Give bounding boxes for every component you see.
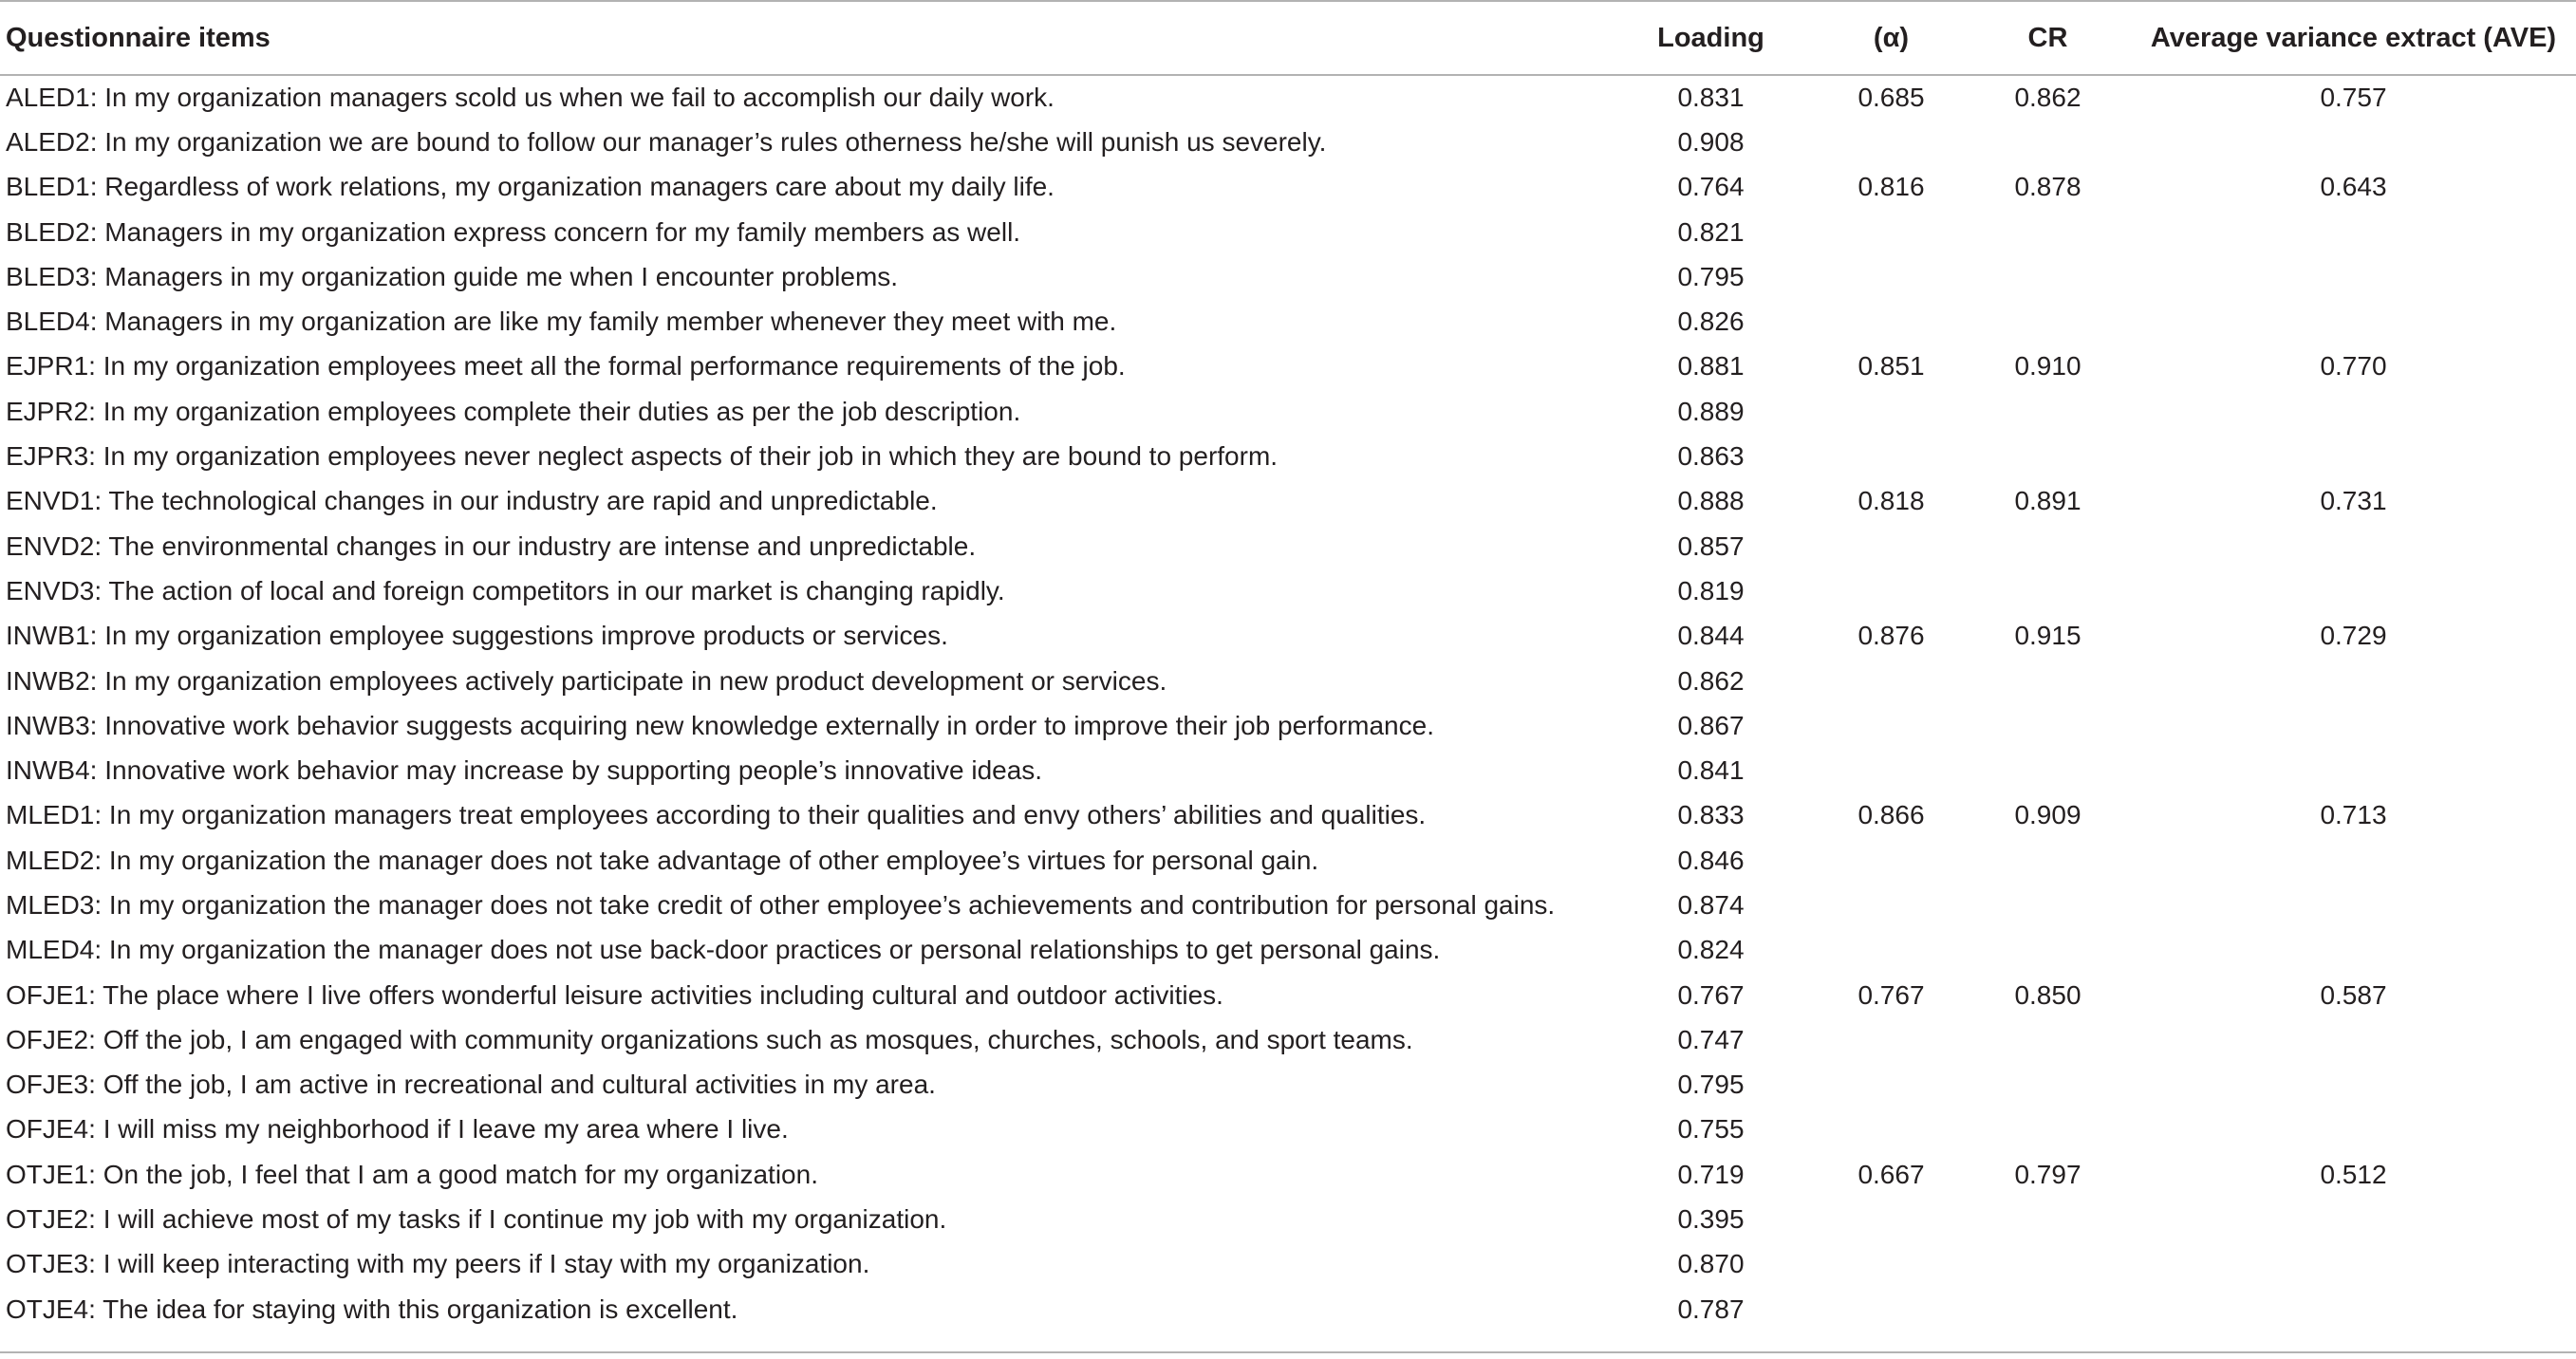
- table-row: [0, 434, 2576, 478]
- cell-cr: [1965, 1197, 2131, 1241]
- cell-cr: [1965, 703, 2131, 748]
- cell-loading: 0.755: [1677, 1114, 1745, 1145]
- table-row: [0, 210, 2576, 254]
- cell-alpha: 0.866: [1857, 800, 1925, 830]
- cell-ave: 0.731: [2320, 486, 2387, 516]
- cell-item: OTJE3: I will keep interacting with my peers if I stay with my organization.: [6, 1249, 870, 1279]
- cell-cr: [1965, 1017, 2131, 1062]
- cell-cr: [1965, 1108, 2131, 1152]
- cell-item: ENVD3: The action of local and foreign competitors in our market is changing rapidly.: [6, 575, 1005, 605]
- cell-item: INWB2: In my organization employees actively participate in new product development or services.: [6, 665, 1167, 696]
- cell-cr: 0.910: [2014, 351, 2081, 382]
- cell-loading: 0.819: [1677, 575, 1745, 605]
- table-row: [0, 1017, 2576, 1062]
- cell-ave: 0.587: [2320, 979, 2387, 1010]
- cell-ave: [2131, 1242, 2576, 1287]
- cell-item: OTJE2: I will achieve most of my tasks if I continue my job with my organization.: [6, 1204, 947, 1235]
- cell-loading: 0.889: [1677, 396, 1745, 426]
- cell-item: OFJE2: Off the job, I am engaged with community organizations such as mosques, churches, schools, and sport teams.: [6, 1024, 1413, 1054]
- cell-alpha: [1818, 1108, 1965, 1152]
- cell-ave: [2131, 703, 2576, 748]
- cell-ave: [2131, 299, 2576, 344]
- cell-loading: 0.824: [1677, 935, 1745, 965]
- cell-item: OFJE4: I will miss my neighborhood if I leave my area where I live.: [6, 1114, 789, 1145]
- cell-loading: 0.821: [1677, 216, 1745, 247]
- table-body: [0, 75, 2576, 1331]
- cell-alpha: [1818, 568, 1965, 613]
- cell-loading: 0.826: [1677, 307, 1745, 337]
- cell-alpha: 0.851: [1857, 351, 1925, 382]
- cell-alpha: 0.818: [1857, 486, 1925, 516]
- cell-item: OFJE1: The place where I live offers wonderful leisure activities including cultural and outdoor activities.: [6, 979, 1223, 1010]
- cell-loading: 0.908: [1677, 126, 1745, 157]
- cell-alpha: [1818, 928, 1965, 973]
- cell-item: OTJE4: The idea for staying with this organization is excellent.: [6, 1294, 738, 1324]
- cell-alpha: 0.767: [1857, 979, 1925, 1010]
- cell-item: ALED1: In my organization managers scold us when we fail to accomplish our daily work.: [6, 83, 1055, 113]
- cell-alpha: 0.876: [1857, 621, 1925, 651]
- cell-item: MLED2: In my organization the manager does not take advantage of other employee’s virtues for personal gain.: [6, 845, 1319, 875]
- cell-ave: [2131, 1287, 2576, 1331]
- cell-ave: [2131, 748, 2576, 792]
- cell-alpha: [1818, 883, 1965, 927]
- cell-alpha: [1818, 120, 1965, 164]
- table-row: [0, 928, 2576, 973]
- cell-loading: 0.795: [1677, 1070, 1745, 1100]
- cell-ave: [2131, 524, 2576, 568]
- cell-cr: [1965, 1242, 2131, 1287]
- cell-item: BLED1: Regardless of work relations, my organization managers care about my daily life.: [6, 172, 1055, 202]
- cell-cr: [1965, 883, 2131, 927]
- cell-cr: [1965, 568, 2131, 613]
- cell-cr: [1965, 838, 2131, 883]
- table-row: [0, 973, 2576, 1017]
- cell-alpha: [1818, 389, 1965, 434]
- cell-cr: 0.891: [2014, 486, 2081, 516]
- table-row: [0, 479, 2576, 524]
- cell-loading: 0.767: [1677, 979, 1745, 1010]
- cell-loading: 0.787: [1677, 1294, 1745, 1324]
- table-row: [0, 703, 2576, 748]
- cell-loading: 0.870: [1677, 1249, 1745, 1279]
- cell-item: EJPR3: In my organization employees never neglect aspects of their job in which they are bound to perform.: [6, 441, 1279, 472]
- cell-item: ENVD1: The technological changes in our industry are rapid and unpredictable.: [6, 486, 938, 516]
- cell-cr: [1965, 120, 2131, 164]
- cell-cr: [1965, 524, 2131, 568]
- cell-item: INWB4: Innovative work behavior may increase by supporting people’s innovative ideas.: [6, 755, 1043, 786]
- cell-alpha: [1818, 299, 1965, 344]
- cell-cr: [1965, 928, 2131, 973]
- cell-alpha: [1818, 748, 1965, 792]
- table-row: [0, 1242, 2576, 1287]
- cell-item: EJPR2: In my organization employees complete their duties as per the job description.: [6, 396, 1021, 426]
- cell-cr: [1965, 210, 2131, 254]
- cell-loading: 0.795: [1677, 261, 1745, 291]
- cell-cr: 0.915: [2014, 621, 2081, 651]
- cell-ave: [2131, 568, 2576, 613]
- cell-cr: 0.878: [2014, 172, 2081, 202]
- header-loading: Loading: [1604, 1, 1818, 75]
- cell-item: MLED1: In my organization managers treat employees according to their qualities and envy others’ abilities and qualities.: [6, 800, 1427, 830]
- cell-ave: 0.770: [2320, 351, 2387, 382]
- cell-item: ENVD2: The environmental changes in our industry are intense and unpredictable.: [6, 531, 977, 561]
- cell-cr: [1965, 1063, 2131, 1108]
- cell-loading: 0.841: [1677, 755, 1745, 786]
- cell-alpha: [1818, 838, 1965, 883]
- cell-ave: [2131, 120, 2576, 164]
- cell-cr: [1965, 748, 2131, 792]
- cell-loading: 0.863: [1677, 441, 1745, 472]
- cell-alpha: [1818, 703, 1965, 748]
- cell-ave: [2131, 928, 2576, 973]
- table-row: [0, 614, 2576, 659]
- cell-ave: 0.729: [2320, 621, 2387, 651]
- cell-ave: [2131, 389, 2576, 434]
- header-row: [0, 1, 2576, 75]
- table-row: [0, 165, 2576, 210]
- cell-loading: 0.867: [1677, 710, 1745, 740]
- table-row: [0, 120, 2576, 164]
- cell-alpha: [1818, 1017, 1965, 1062]
- cell-ave: [2131, 1197, 2576, 1241]
- cell-item: INWB1: In my organization employee suggestions improve products or services.: [6, 621, 948, 651]
- table-row: [0, 1197, 2576, 1241]
- cell-alpha: [1818, 1242, 1965, 1287]
- cell-cr: [1965, 389, 2131, 434]
- table-row: [0, 524, 2576, 568]
- cell-loading: 0.874: [1677, 889, 1745, 920]
- table-row: [0, 748, 2576, 792]
- cell-loading: 0.764: [1677, 172, 1745, 202]
- cell-loading: 0.881: [1677, 351, 1745, 382]
- cell-alpha: [1818, 210, 1965, 254]
- cell-loading: 0.833: [1677, 800, 1745, 830]
- table-row: [0, 344, 2576, 389]
- cell-alpha: 0.816: [1857, 172, 1925, 202]
- table-row: [0, 75, 2576, 120]
- cell-item: BLED4: Managers in my organization are like my family member whenever they meet with me.: [6, 307, 1117, 337]
- cell-item: BLED3: Managers in my organization guide me when I encounter problems.: [6, 261, 899, 291]
- cell-loading: 0.888: [1677, 486, 1745, 516]
- cell-cr: [1965, 254, 2131, 299]
- table-row: [0, 389, 2576, 434]
- cell-ave: 0.757: [2320, 83, 2387, 113]
- cell-cr: [1965, 299, 2131, 344]
- cell-ave: [2131, 883, 2576, 927]
- cell-item: OFJE3: Off the job, I am active in recreational and cultural activities in my area.: [6, 1070, 936, 1100]
- cell-item: MLED4: In my organization the manager does not use back-door practices or personal relationships to get personal gains.: [6, 935, 1441, 965]
- header-questionnaire-items: Questionnaire items: [0, 1, 1604, 75]
- cell-ave: [2131, 210, 2576, 254]
- table-row: [0, 1287, 2576, 1331]
- header-cr: CR: [1965, 1, 2131, 75]
- table-row: [0, 568, 2576, 613]
- table-bottom-rule: [0, 1351, 2576, 1353]
- cell-cr: 0.797: [2014, 1159, 2081, 1189]
- cell-loading: 0.747: [1677, 1024, 1745, 1054]
- cell-ave: [2131, 659, 2576, 703]
- table-row: [0, 254, 2576, 299]
- table-row: [0, 1152, 2576, 1197]
- cell-ave: [2131, 1017, 2576, 1062]
- cell-ave: [2131, 254, 2576, 299]
- cell-loading: 0.395: [1677, 1204, 1745, 1235]
- cell-ave: [2131, 1063, 2576, 1108]
- table-row: [0, 793, 2576, 838]
- cell-cr: 0.862: [2014, 83, 2081, 113]
- cell-loading: 0.862: [1677, 665, 1745, 696]
- cell-item: MLED3: In my organization the manager does not take credit of other employee’s achievements and contribution for personal gains.: [6, 889, 1556, 920]
- cell-loading: 0.719: [1677, 1159, 1745, 1189]
- cell-cr: 0.850: [2014, 979, 2081, 1010]
- cell-cr: 0.909: [2014, 800, 2081, 830]
- cell-ave: [2131, 1108, 2576, 1152]
- cell-loading: 0.857: [1677, 531, 1745, 561]
- table-row: [0, 1108, 2576, 1152]
- cell-ave: [2131, 838, 2576, 883]
- cell-loading: 0.831: [1677, 83, 1745, 113]
- cell-loading: 0.844: [1677, 621, 1745, 651]
- cell-ave: [2131, 434, 2576, 478]
- cell-item: BLED2: Managers in my organization express concern for my family members as well.: [6, 216, 1021, 247]
- table-row: [0, 299, 2576, 344]
- header-ave: Average variance extract (AVE): [2131, 1, 2576, 75]
- cell-cr: [1965, 1287, 2131, 1331]
- table-row: [0, 883, 2576, 927]
- cell-ave: 0.512: [2320, 1159, 2387, 1189]
- cell-item: OTJE1: On the job, I feel that I am a good match for my organization.: [6, 1159, 818, 1189]
- cell-alpha: [1818, 1197, 1965, 1241]
- cell-loading: 0.846: [1677, 845, 1745, 875]
- cell-alpha: [1818, 434, 1965, 478]
- cell-alpha: [1818, 254, 1965, 299]
- table-row: [0, 659, 2576, 703]
- cell-item: EJPR1: In my organization employees meet all the formal performance requirements of the job.: [6, 351, 1126, 382]
- cell-ave: 0.643: [2320, 172, 2387, 202]
- header-alpha: (α): [1818, 1, 1965, 75]
- cell-item: ALED2: In my organization we are bound to follow our manager’s rules otherness he/she will punish us severely.: [6, 126, 1327, 157]
- cell-cr: [1965, 434, 2131, 478]
- cell-ave: 0.713: [2320, 800, 2387, 830]
- table-row: [0, 838, 2576, 883]
- cell-alpha: 0.685: [1857, 83, 1925, 113]
- cell-alpha: [1818, 659, 1965, 703]
- table-header: [0, 1, 2576, 75]
- cell-alpha: [1818, 524, 1965, 568]
- cell-alpha: [1818, 1287, 1965, 1331]
- cell-cr: [1965, 659, 2131, 703]
- table-row: [0, 1063, 2576, 1108]
- cell-alpha: [1818, 1063, 1965, 1108]
- cell-item: INWB3: Innovative work behavior suggests acquiring new knowledge externally in order to improve their job performance.: [6, 710, 1434, 740]
- cell-alpha: 0.667: [1857, 1159, 1925, 1189]
